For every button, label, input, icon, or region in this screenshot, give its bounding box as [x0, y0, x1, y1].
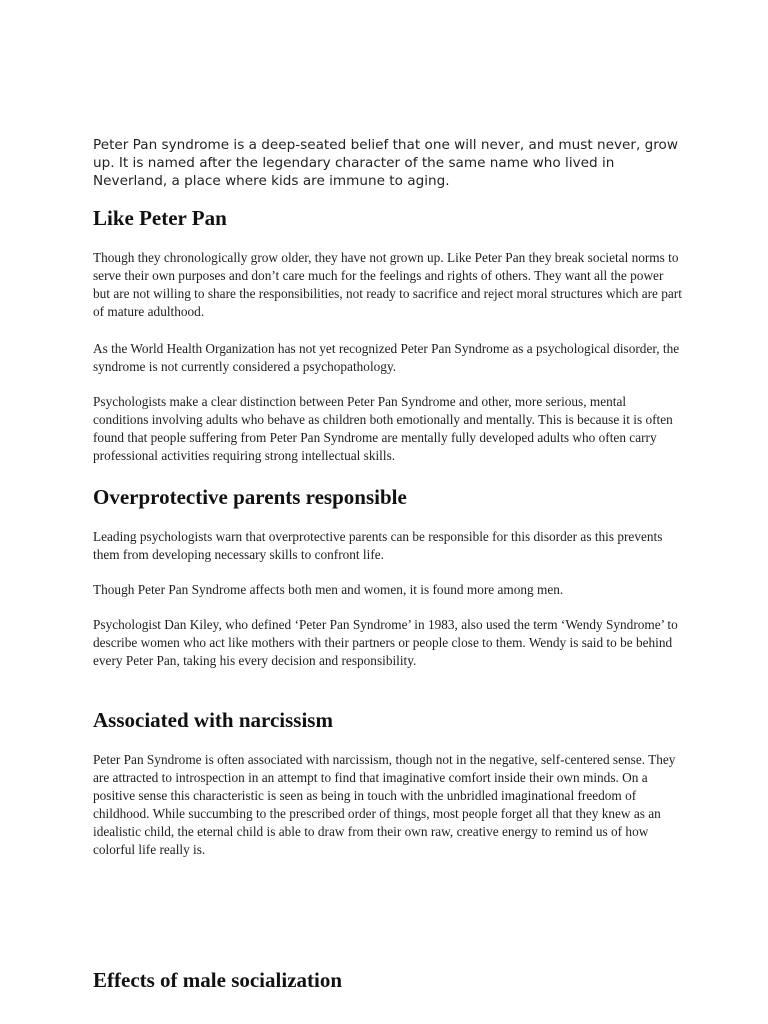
paragraph: Leading psychologists warn that overprotective parents can be responsible for this disorder as this prevents them from developing necessary skills to confront life.: [93, 529, 663, 562]
paragraph: As the World Health Organization has not yet recognized Peter Pan Syndrome as a psychological disorder, the syndrome is not currently considered a psychopathology.: [93, 341, 680, 374]
section-heading-like-peter-pan: Like Peter Pan: [93, 206, 227, 230]
paragraph: Peter Pan Syndrome is often associated with narcissism, though not in the negative, self-centered sense. They are attracted to introspection in an attempt to find that imaginative comfort inside their own minds. On a positive sense this characteristic is seen as being in touch with the unbridled imaginational freedom of childhood. While succumbing to the prescribed order of things, most people forget all that they knew as an idealistic child, the eternal child is able to draw from their own raw, creative energy to remind us of how colorful life really is.: [93, 752, 676, 857]
paragraph: Psychologists make a clear distinction between Peter Pan Syndrome and other, more serious, mental conditions involving adults who behave as children both emotionally and mentally. This is because it is often found that people suffering from Peter Pan Syndrome are mentally fully developed adults who often carry professional activities requiring strong intellectual skills.: [93, 394, 673, 463]
paragraph: Though Peter Pan Syndrome affects both men and women, it is found more among men.: [93, 582, 564, 597]
section-heading-overprotective-parents: Overprotective parents responsible: [93, 485, 407, 509]
section-heading-narcissism: Associated with narcissism: [93, 708, 333, 732]
section-heading-male-socialization: Effects of male socialization: [93, 968, 343, 992]
paragraph: Psychologist Dan Kiley, who defined ‘Peter Pan Syndrome’ in 1983, also used the term ‘Wendy Syndrome’ to describe women who act like mothers with their partners or people close to them. Wendy is said to be behind every Peter Pan, taking his every decision and responsibility.: [93, 617, 678, 668]
paragraph: Though they chronologically grow older, they have not grown up. Like Peter Pan they break societal norms to serve their own purposes and don’t care much for the feelings and rights of others. They want all the power but are not willing to share the responsibilities, not ready to sacrifice and reject moral structures which are part of mature adulthood.: [93, 250, 682, 319]
intro-paragraph: Peter Pan syndrome is a deep-seated belief that one will never, and must never, grow up. It is named after the legendary character of the same name who lived in Neverland, a place where kids are immune to aging.: [93, 137, 678, 189]
